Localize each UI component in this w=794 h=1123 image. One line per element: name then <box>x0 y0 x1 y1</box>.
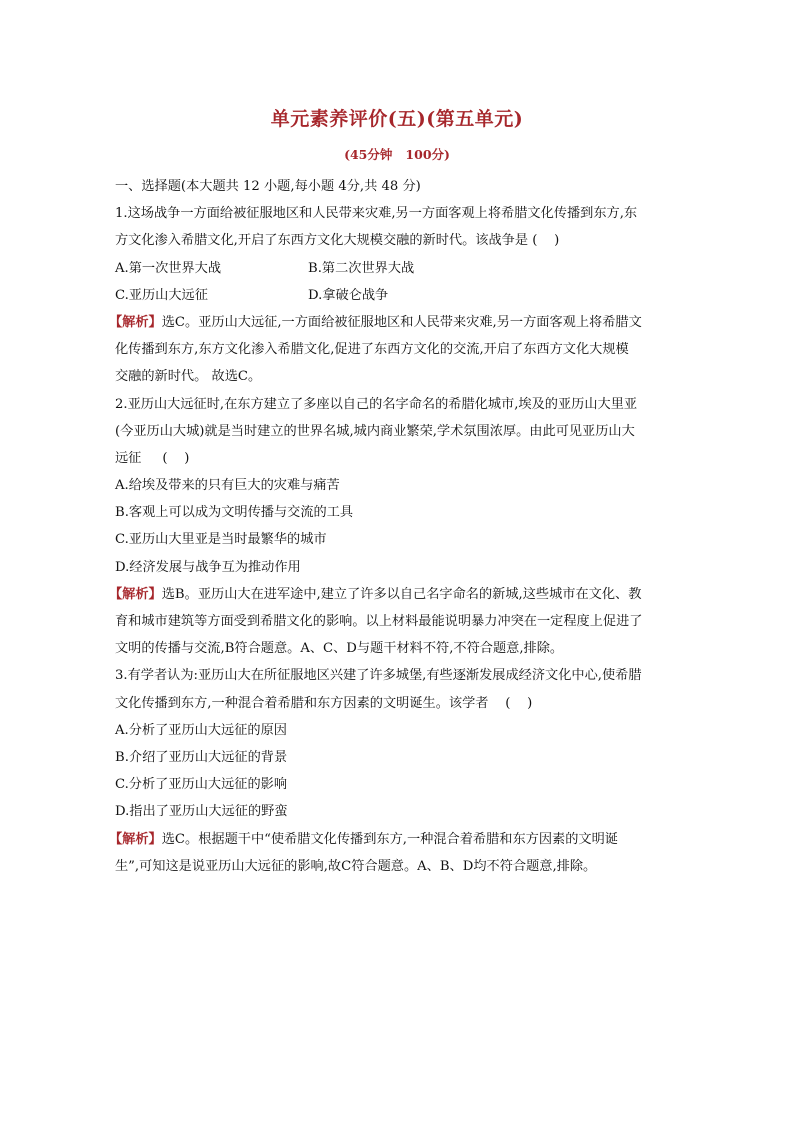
option-row <box>115 255 681 282</box>
question-stem-line: 远征 ( ) <box>115 450 190 466</box>
document-body <box>109 173 681 880</box>
option-a: A.第一次世界大战 <box>115 260 222 276</box>
question-stem-line: 文化传播到东方,一种混合着希腊和东方因素的文明诞生。该学者 ( ) <box>115 695 533 711</box>
analysis-line: 生”,可知这是说亚历山大远征的影响,故C符合题意。A、B、D均不符合题意,排除。 <box>115 858 597 874</box>
question-stem-line: 3.有学者认为:亚历山大在所征服地区兴建了许多城堡,有些逐渐发展成经济文化中心,使希腊 <box>115 668 642 684</box>
analysis-line <box>109 826 681 853</box>
analysis-text: 选C。亚历山大远征,一方面给被征服地区和人民带来灾难,另一方面客观上将希腊文 <box>161 314 642 330</box>
option-b: B.第二次世界大战 <box>308 260 415 276</box>
option-d: D.经济发展与战争互为推动作用 <box>115 559 301 575</box>
analysis-line: 化传播到东方,东方文化渗入希腊文化,促进了东西方文化的交流,开启了东西方文化大规模 <box>115 342 629 358</box>
analysis-label: 【解析】 <box>109 314 162 330</box>
analysis-text: 选B。亚历山大在进军途中,建立了许多以自己名字命名的新城,这些城市在文化、教 <box>161 586 642 602</box>
section-heading: 一、选择题(本大题共 12 小题,每小题 4分,共 48 分) <box>115 179 421 194</box>
analysis-line <box>109 309 681 336</box>
question-stem-line: 2.亚历山大远征时,在东方建立了多座以自己的名字命名的希腊化城市,埃及的亚历山大里亚 <box>115 396 638 412</box>
question-stem-line: 1.这场战争一方面给被征服地区和人民带来灾难,另一方面客观上将希腊文化传播到东方,东 <box>115 206 638 222</box>
question-3 <box>109 662 681 880</box>
question-1 <box>109 200 681 390</box>
analysis-line: 交融的新时代。 故选C。 <box>115 369 262 385</box>
option-b: B.客观上可以成为文明传播与交流的工具 <box>115 505 354 521</box>
option-row <box>115 282 681 309</box>
analysis-line: 文明的传播与交流,B符合题意。A、C、D与题干材料不符,不符合题意,排除。 <box>115 641 564 657</box>
question-stem-line: 方文化渗入希腊文化,开启了东西方文化大规模交融的新时代。该战争是 ( ) <box>115 233 560 249</box>
option-a: A.给埃及带来的只有巨大的灾难与痛苦 <box>115 478 340 494</box>
option-c: C.分析了亚历山大远征的影响 <box>115 777 288 793</box>
analysis-label: 【解析】 <box>109 831 162 847</box>
page-title: 单元素养评价(五)(第五单元) <box>270 108 524 130</box>
option-a: A.分析了亚历山大远征的原因 <box>115 722 287 738</box>
question-2 <box>109 391 681 663</box>
option-d: D.指出了亚历山大远征的野蛮 <box>115 804 288 820</box>
analysis-line <box>109 581 681 608</box>
page-subtitle: (45分钟 100分) <box>344 147 450 162</box>
option-c: C.亚历山大远征 <box>115 287 208 303</box>
analysis-line: 育和城市建筑等方面受到希腊文化的影响。以上材料最能说明暴力冲突在一定程度上促进了 <box>115 614 643 629</box>
analysis-text: 选C。根据题干中“使希腊文化传播到东方,一种混合着希腊和东方因素的文明诞 <box>161 831 618 847</box>
option-d: D.拿破仑战争 <box>308 287 389 303</box>
option-b: B.介绍了亚历山大远征的背景 <box>115 749 288 765</box>
question-stem-line: (今亚历山大城)就是当时建立的世界名城,城内商业繁荣,学术氛围浓厚。由此可见亚历山大 <box>115 423 635 439</box>
option-c: C.亚历山大里亚是当时最繁华的城市 <box>115 532 327 548</box>
analysis-label: 【解析】 <box>109 586 162 602</box>
